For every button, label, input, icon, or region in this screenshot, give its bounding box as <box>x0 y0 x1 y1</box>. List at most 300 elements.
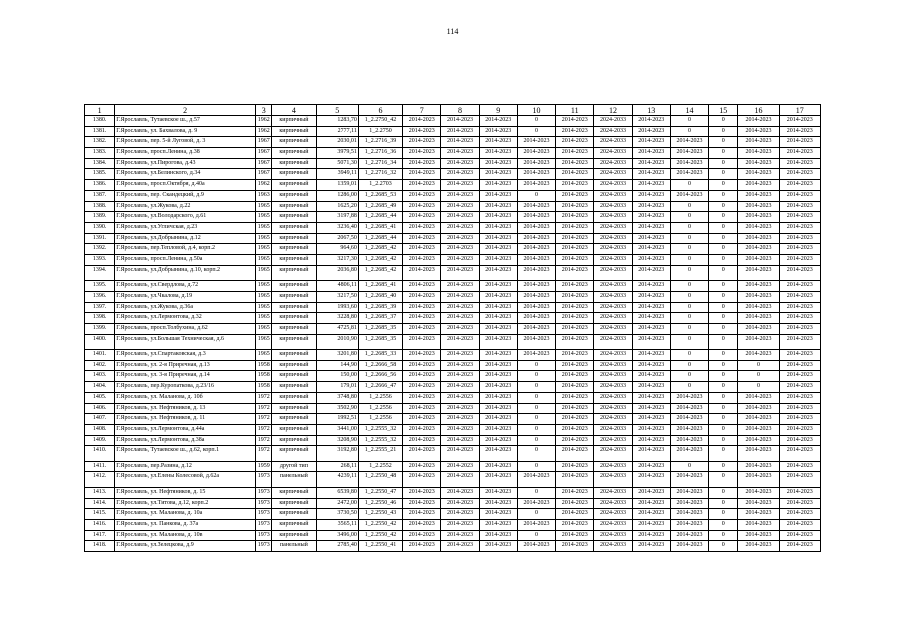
period-cell: 2014-2023 <box>556 222 594 233</box>
period-cell: 2014-2023 <box>779 424 820 435</box>
period-cell: 2014-2023 <box>479 382 517 393</box>
period-cell: 2014-2023 <box>779 158 820 169</box>
period-cell: 0 <box>709 158 738 169</box>
period-cell: 2014-2023 <box>403 254 441 265</box>
row-number: 1407. <box>85 414 115 425</box>
area-cell: 3949,11 <box>316 169 358 180</box>
column-header: 9 <box>479 105 517 116</box>
column-header: 8 <box>441 105 479 116</box>
period-cell: 0 <box>709 530 738 541</box>
row-number: 1387. <box>85 190 115 201</box>
row-number: 1413. <box>85 487 115 498</box>
period-cell: 2014-2023 <box>670 414 708 425</box>
period-cell: 2014-2023 <box>441 371 479 382</box>
period-cell: 2014-2023 <box>479 509 517 520</box>
period-cell: 0 <box>709 180 738 191</box>
table-row <box>85 498 821 509</box>
period-cell: 2024-2033 <box>594 498 632 509</box>
period-cell: 0 <box>709 323 738 334</box>
area-cell: 5071,30 <box>316 158 358 169</box>
period-cell: 2014-2023 <box>556 169 594 180</box>
period-cell: 2014-2023 <box>779 137 820 148</box>
period-cell: 2024-2033 <box>594 414 632 425</box>
period-cell: 2014-2023 <box>479 254 517 265</box>
address-cell: Г.Ярославль, пер. Скандецкий, д.9 <box>115 190 256 201</box>
period-cell: 2014-2023 <box>441 323 479 334</box>
period-cell: 2014-2023 <box>441 158 479 169</box>
period-cell: 2014-2023 <box>556 530 594 541</box>
period-cell: 0 <box>670 180 708 191</box>
period-cell: 2024-2033 <box>594 169 632 180</box>
period-cell: 2014-2023 <box>779 520 820 531</box>
period-cell: 2014-2023 <box>479 487 517 498</box>
code-cell: 1_2.2685_42 <box>358 265 402 281</box>
period-cell: 2014-2023 <box>779 148 820 159</box>
material-cell: кирпичный <box>272 116 316 127</box>
material-cell: кирпичный <box>272 520 316 531</box>
year-cell: 1965 <box>256 254 272 265</box>
table-row <box>85 281 821 292</box>
material-cell: панельный <box>272 541 316 552</box>
year-cell: 1973 <box>256 530 272 541</box>
period-cell: 2014-2023 <box>403 371 441 382</box>
row-number: 1410. <box>85 446 115 462</box>
period-cell: 0 <box>709 137 738 148</box>
period-cell: 2024-2033 <box>594 233 632 244</box>
period-cell: 2014-2023 <box>479 233 517 244</box>
period-cell: 0 <box>670 334 708 350</box>
period-cell: 2014-2023 <box>517 244 555 255</box>
period-cell: 2024-2033 <box>594 148 632 159</box>
year-cell: 1967 <box>256 148 272 159</box>
period-cell: 0 <box>670 254 708 265</box>
table-row <box>85 137 821 148</box>
period-cell: 2014-2023 <box>441 446 479 462</box>
material-cell: кирпичный <box>272 126 316 137</box>
period-cell: 0 <box>670 233 708 244</box>
area-cell: 3217,50 <box>316 291 358 302</box>
period-cell: 2014-2023 <box>441 541 479 552</box>
code-cell: 1_2.2556 <box>358 403 402 414</box>
year-cell: 1965 <box>256 350 272 361</box>
code-cell: 1_2.2685_35 <box>358 323 402 334</box>
period-cell: 2014-2023 <box>632 323 670 334</box>
period-cell: 2024-2033 <box>594 222 632 233</box>
code-cell: 1_2.2550_48 <box>358 472 402 488</box>
table-row <box>85 116 821 127</box>
period-cell: 0 <box>670 291 708 302</box>
period-cell: 2014-2023 <box>632 424 670 435</box>
period-cell: 2014-2023 <box>441 360 479 371</box>
address-cell: Г.Ярославль, пер.Разина, д.12 <box>115 461 256 472</box>
row-number: 1398. <box>85 313 115 324</box>
period-cell: 2014-2023 <box>479 148 517 159</box>
period-cell: 2014-2023 <box>479 244 517 255</box>
area-cell: 3730,50 <box>316 509 358 520</box>
period-cell: 2024-2033 <box>594 487 632 498</box>
period-cell: 2014-2023 <box>403 281 441 292</box>
period-cell: 2024-2033 <box>594 302 632 313</box>
material-cell: кирпичный <box>272 281 316 292</box>
area-cell: 3502,90 <box>316 403 358 414</box>
period-cell: 2014-2023 <box>479 137 517 148</box>
period-cell: 2014-2023 <box>738 424 779 435</box>
row-number: 1386. <box>85 180 115 191</box>
period-cell: 2014-2023 <box>403 520 441 531</box>
address-cell: Г.Ярославль, ул.Елены Колесовой, д.62а <box>115 472 256 488</box>
column-header: 11 <box>556 105 594 116</box>
period-cell: 2014-2023 <box>670 137 708 148</box>
area-cell: 4806,11 <box>316 281 358 292</box>
period-cell: 2014-2023 <box>403 116 441 127</box>
period-cell: 2014-2023 <box>779 180 820 191</box>
row-number: 1397. <box>85 302 115 313</box>
period-cell: 0 <box>517 509 555 520</box>
period-cell: 2014-2023 <box>779 403 820 414</box>
row-number: 1380. <box>85 116 115 127</box>
period-cell: 2014-2023 <box>738 137 779 148</box>
period-cell: 0 <box>517 371 555 382</box>
area-cell: 268,11 <box>316 461 358 472</box>
column-header: 10 <box>517 105 555 116</box>
period-cell: 2014-2023 <box>670 530 708 541</box>
period-cell: 2014-2023 <box>441 169 479 180</box>
row-number: 1396. <box>85 291 115 302</box>
period-cell: 0 <box>709 302 738 313</box>
code-cell: 1_2.2685_44 <box>358 233 402 244</box>
period-cell: 0 <box>670 281 708 292</box>
period-cell: 2014-2023 <box>779 116 820 127</box>
period-cell: 0 <box>709 190 738 201</box>
period-cell: 2014-2023 <box>779 313 820 324</box>
code-cell: 1_2.2550_47 <box>358 487 402 498</box>
code-cell: 1_2.2666_56 <box>358 371 402 382</box>
address-cell: Г.Ярославль, ул. Маланова, д. 10а <box>115 509 256 520</box>
period-cell: 2014-2023 <box>632 244 670 255</box>
row-number: 1400. <box>85 334 115 350</box>
material-cell: кирпичный <box>272 190 316 201</box>
code-cell: 1_2.2550_41 <box>358 541 402 552</box>
period-cell: 2014-2023 <box>556 360 594 371</box>
year-cell: 1973 <box>256 509 272 520</box>
year-cell: 1965 <box>256 212 272 223</box>
material-cell: кирпичный <box>272 254 316 265</box>
address-cell: Г.Ярославль, ул. 3-я Приречная, д.14 <box>115 371 256 382</box>
period-cell: 2014-2023 <box>479 116 517 127</box>
period-cell: 2014-2023 <box>403 313 441 324</box>
period-cell: 0 <box>517 360 555 371</box>
period-cell: 2024-2033 <box>594 281 632 292</box>
column-header: 4 <box>272 105 316 116</box>
row-number: 1405. <box>85 392 115 403</box>
period-cell: 2014-2023 <box>441 313 479 324</box>
period-cell: 2014-2023 <box>779 244 820 255</box>
period-cell: 2014-2023 <box>403 541 441 552</box>
code-cell: 1_2.2716_39 <box>358 137 402 148</box>
row-number: 1401. <box>85 350 115 361</box>
period-cell: 2014-2023 <box>632 541 670 552</box>
address-cell: Г.Ярославль, ул.Титова, д.12, корп.2 <box>115 498 256 509</box>
code-cell: 1_2.2685_49 <box>358 201 402 212</box>
period-cell: 2014-2023 <box>441 414 479 425</box>
period-cell: 2014-2023 <box>738 498 779 509</box>
row-number: 1383. <box>85 148 115 159</box>
period-cell: 2014-2023 <box>403 461 441 472</box>
period-cell: 2014-2023 <box>479 350 517 361</box>
period-cell: 2014-2023 <box>556 313 594 324</box>
period-cell: 2014-2023 <box>738 472 779 488</box>
period-cell: 2024-2033 <box>594 435 632 446</box>
row-number: 1399. <box>85 323 115 334</box>
period-cell: 2014-2023 <box>403 414 441 425</box>
period-cell: 2014-2023 <box>556 291 594 302</box>
year-cell: 1967 <box>256 158 272 169</box>
row-number: 1411. <box>85 461 115 472</box>
table-row <box>85 461 821 472</box>
period-cell: 0 <box>709 265 738 281</box>
period-cell: 0 <box>709 222 738 233</box>
material-cell: кирпичный <box>272 302 316 313</box>
period-cell: 2014-2023 <box>517 137 555 148</box>
period-cell: 2014-2023 <box>517 281 555 292</box>
row-number: 1388. <box>85 201 115 212</box>
row-number: 1385. <box>85 169 115 180</box>
period-cell: 2014-2023 <box>556 541 594 552</box>
column-header: 14 <box>670 105 708 116</box>
column-header: 17 <box>779 105 820 116</box>
row-number: 1393. <box>85 254 115 265</box>
table-row <box>85 201 821 212</box>
period-cell: 2014-2023 <box>403 334 441 350</box>
row-number: 1395. <box>85 281 115 292</box>
area-cell: 150,00 <box>316 371 358 382</box>
period-cell: 2014-2023 <box>779 446 820 462</box>
address-cell: Г.Ярославль, просп.Октября, д.40а <box>115 180 256 191</box>
material-cell: кирпичный <box>272 244 316 255</box>
period-cell: 2014-2023 <box>670 541 708 552</box>
row-number: 1382. <box>85 137 115 148</box>
table-row <box>85 520 821 531</box>
code-cell: 1_2.2550_42 <box>358 520 402 531</box>
period-cell: 2014-2023 <box>670 424 708 435</box>
period-cell: 2014-2023 <box>779 360 820 371</box>
column-header: 5 <box>316 105 358 116</box>
code-cell: 1_2.2685_41 <box>358 281 402 292</box>
period-cell: 2014-2023 <box>779 472 820 488</box>
period-cell: 0 <box>517 116 555 127</box>
period-cell: 2014-2023 <box>670 446 708 462</box>
period-cell: 2014-2023 <box>479 334 517 350</box>
address-cell: Г.Ярославль, просп.Ленина, д.38 <box>115 148 256 159</box>
period-cell: 2024-2033 <box>594 509 632 520</box>
period-cell: 2024-2033 <box>594 403 632 414</box>
code-cell: 1_2.2685_40 <box>358 291 402 302</box>
period-cell: 2014-2023 <box>556 520 594 531</box>
period-cell: 2014-2023 <box>517 212 555 223</box>
period-cell: 2014-2023 <box>632 487 670 498</box>
period-cell: 2014-2023 <box>403 392 441 403</box>
period-cell: 2014-2023 <box>403 126 441 137</box>
period-cell: 2014-2023 <box>403 201 441 212</box>
table-row <box>85 180 821 191</box>
period-cell: 2014-2023 <box>670 169 708 180</box>
period-cell: 0 <box>670 313 708 324</box>
period-cell: 0 <box>709 403 738 414</box>
period-cell: 0 <box>709 446 738 462</box>
area-cell: 3201,80 <box>316 350 358 361</box>
period-cell: 2014-2023 <box>441 148 479 159</box>
address-cell: Г.Ярославль, Тутаевское ш., д.57 <box>115 116 256 127</box>
column-header: 3 <box>256 105 272 116</box>
period-cell: 2014-2023 <box>738 541 779 552</box>
period-cell: 2014-2023 <box>779 323 820 334</box>
period-cell: 2014-2023 <box>441 472 479 488</box>
table-row <box>85 472 821 488</box>
period-cell: 2014-2023 <box>738 254 779 265</box>
period-cell: 2014-2023 <box>479 201 517 212</box>
period-cell: 2014-2023 <box>632 313 670 324</box>
period-cell: 0 <box>738 371 779 382</box>
period-cell: 2014-2023 <box>779 190 820 201</box>
period-cell: 2014-2023 <box>517 233 555 244</box>
code-cell: 1_2.2685_44 <box>358 212 402 223</box>
period-cell: 2014-2023 <box>556 424 594 435</box>
period-cell: 0 <box>670 126 708 137</box>
period-cell: 2014-2023 <box>517 265 555 281</box>
year-cell: 1965 <box>256 302 272 313</box>
table-row <box>85 313 821 324</box>
period-cell: 2014-2023 <box>403 169 441 180</box>
period-cell: 0 <box>709 291 738 302</box>
period-cell: 2014-2023 <box>517 541 555 552</box>
material-cell: кирпичный <box>272 371 316 382</box>
period-cell: 2014-2023 <box>517 350 555 361</box>
period-cell: 2014-2023 <box>738 520 779 531</box>
period-cell: 2024-2033 <box>594 313 632 324</box>
period-cell: 2014-2023 <box>479 392 517 403</box>
period-cell: 2014-2023 <box>670 392 708 403</box>
table-row <box>85 382 821 393</box>
period-cell: 2014-2023 <box>441 350 479 361</box>
code-cell: 1_2.2750_42 <box>358 116 402 127</box>
row-number: 1408. <box>85 424 115 435</box>
period-cell: 0 <box>709 520 738 531</box>
area-cell: 3236,40 <box>316 222 358 233</box>
period-cell: 0 <box>670 265 708 281</box>
period-cell: 0 <box>517 446 555 462</box>
period-cell: 2014-2023 <box>479 424 517 435</box>
area-cell: 1625,20 <box>316 201 358 212</box>
material-cell: кирпичный <box>272 530 316 541</box>
period-cell: 2014-2023 <box>479 461 517 472</box>
period-cell: 2024-2033 <box>594 446 632 462</box>
area-cell: 2777,11 <box>316 126 358 137</box>
row-number: 1384. <box>85 158 115 169</box>
period-cell: 2014-2023 <box>441 520 479 531</box>
period-cell: 2024-2033 <box>594 350 632 361</box>
period-cell: 2014-2023 <box>403 302 441 313</box>
period-cell: 0 <box>670 222 708 233</box>
period-cell: 0 <box>709 472 738 488</box>
period-cell: 0 <box>709 334 738 350</box>
period-cell: 2014-2023 <box>779 541 820 552</box>
period-cell: 2014-2023 <box>632 509 670 520</box>
period-cell: 2024-2033 <box>594 180 632 191</box>
period-cell: 0 <box>709 435 738 446</box>
material-cell: кирпичный <box>272 180 316 191</box>
period-cell: 2014-2023 <box>670 403 708 414</box>
period-cell: 2014-2023 <box>441 116 479 127</box>
period-cell: 2014-2023 <box>632 265 670 281</box>
period-cell: 0 <box>670 350 708 361</box>
period-cell: 2014-2023 <box>441 244 479 255</box>
material-cell: кирпичный <box>272 233 316 244</box>
table-row <box>85 222 821 233</box>
period-cell: 0 <box>517 435 555 446</box>
period-cell: 2014-2023 <box>441 509 479 520</box>
period-cell: 2014-2023 <box>556 116 594 127</box>
code-cell: 1_2.2550_43 <box>358 509 402 520</box>
year-cell: 1973 <box>256 520 272 531</box>
period-cell: 2014-2023 <box>632 403 670 414</box>
period-cell: 2014-2023 <box>517 180 555 191</box>
address-cell: Г.Ярославль, ул.Свердлова, д.72 <box>115 281 256 292</box>
period-cell: 2014-2023 <box>556 190 594 201</box>
period-cell: 2024-2033 <box>594 158 632 169</box>
period-cell: 2014-2023 <box>403 137 441 148</box>
period-cell: 2014-2023 <box>670 509 708 520</box>
address-cell: Г.Ярославль, ул.Жукова, д.36а <box>115 302 256 313</box>
column-header: 2 <box>115 105 256 116</box>
year-cell: 1965 <box>256 323 272 334</box>
period-cell: 0 <box>670 371 708 382</box>
material-cell: кирпичный <box>272 222 316 233</box>
address-cell: Г.Ярославль, ул.Жукова, д.22 <box>115 201 256 212</box>
period-cell: 2014-2023 <box>738 350 779 361</box>
period-cell: 0 <box>709 371 738 382</box>
material-cell: кирпичный <box>272 212 316 223</box>
period-cell: 2014-2023 <box>441 233 479 244</box>
period-cell: 0 <box>709 509 738 520</box>
year-cell: 1972 <box>256 446 272 462</box>
period-cell: 2014-2023 <box>403 424 441 435</box>
period-cell: 2014-2023 <box>403 323 441 334</box>
column-header: 1 <box>85 105 115 116</box>
address-cell: Г.Ярославль, ул.Белинского, д.34 <box>115 169 256 180</box>
area-cell: 1993,60 <box>316 302 358 313</box>
period-cell: 2014-2023 <box>403 530 441 541</box>
period-cell: 2014-2023 <box>479 291 517 302</box>
period-cell: 2014-2023 <box>670 158 708 169</box>
material-cell: кирпичный <box>272 446 316 462</box>
address-cell: Г.Ярославль, пер. 5-й Луговой, д. 3 <box>115 137 256 148</box>
period-cell: 2014-2023 <box>738 414 779 425</box>
table-row <box>85 403 821 414</box>
year-cell: 1972 <box>256 403 272 414</box>
table-row <box>85 414 821 425</box>
address-cell: Г.Ярославль, ул.Лермонтова, д.32 <box>115 313 256 324</box>
period-cell: 2014-2023 <box>779 291 820 302</box>
period-cell: 2014-2023 <box>738 212 779 223</box>
period-cell: 2014-2023 <box>632 291 670 302</box>
period-cell: 2014-2023 <box>738 148 779 159</box>
material-cell: другой тип <box>272 461 316 472</box>
period-cell: 0 <box>517 530 555 541</box>
period-cell: 2014-2023 <box>479 446 517 462</box>
period-cell: 0 <box>517 392 555 403</box>
column-header: 6 <box>358 105 402 116</box>
period-cell: 2024-2033 <box>594 541 632 552</box>
